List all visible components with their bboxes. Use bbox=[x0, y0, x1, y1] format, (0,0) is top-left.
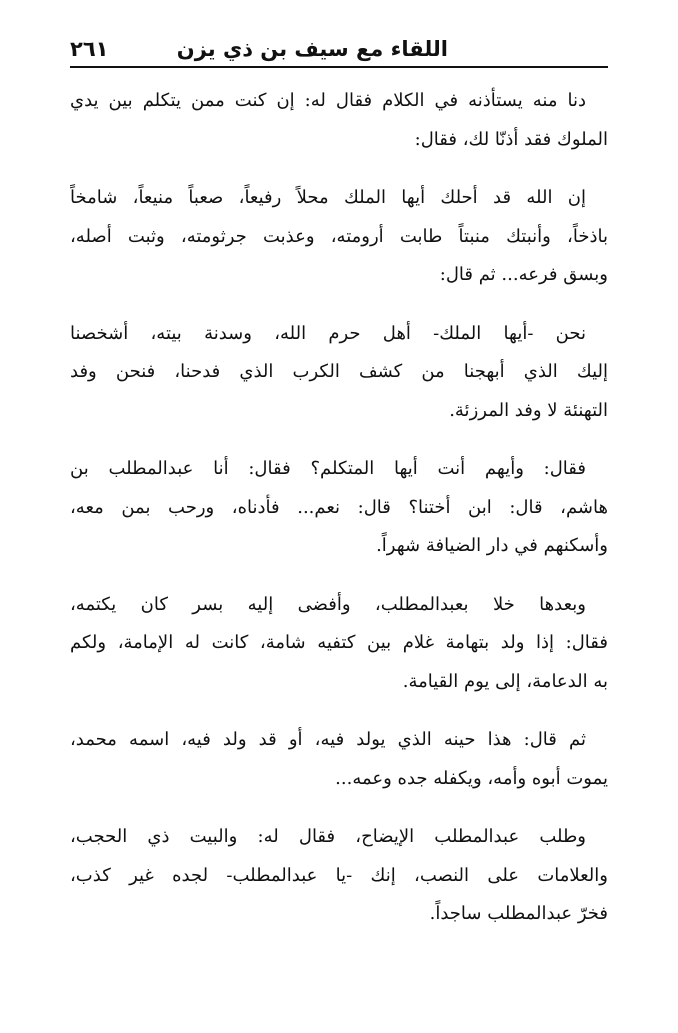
text-line: والعلامات على النصب، إنك -يا عبدالمطلب- لجده غير كذب، bbox=[70, 864, 608, 886]
paragraph-2 bbox=[70, 179, 608, 295]
text-line: التهنئة لا وفد المرزئة. bbox=[449, 399, 608, 421]
text-line: الملوك فقد أذنّا لك، فقال: bbox=[414, 128, 608, 150]
running-title: اللقاء مع سيف بن ذي يزن bbox=[176, 37, 448, 61]
text-line: فخرّ عبدالمطلب ساجداً. bbox=[429, 903, 608, 924]
text-line: باذخاً، وأنبتك منبتاً طابت أرومته، وعذبت جرثومته، وثبت أصله، bbox=[70, 225, 608, 247]
text-line: ثم قال: هذا حينه الذي يولد فيه، أو قد ولد فيه، اسمه محمد، bbox=[70, 729, 586, 750]
text-line: هاشم، قال: ابن أختنا؟ قال: نعم... فأدناه، ورحب بمن معه، bbox=[70, 496, 608, 518]
page-header bbox=[70, 26, 608, 64]
text-line: فقال: إذا ولد بتهامة غلام بين كتفيه شامة، كانت له الإمامة، ولكم bbox=[70, 632, 608, 653]
text-line: دنا منه يستأذنه في الكلام فقال له: إن كنت ممن يتكلم بين يدي bbox=[70, 90, 586, 111]
text-line: وأسكنهم في دار الضيافة شهراً. bbox=[376, 535, 608, 556]
text-line: به الدعامة، إلى يوم القيامة. bbox=[402, 670, 608, 692]
text-line: وبعدها خلا بعبدالمطلب، وأفضى إليه بسر كان يكتمه، bbox=[70, 593, 586, 615]
text-line: وبسق فرعه... ثم قال: bbox=[439, 264, 608, 285]
paragraph-1 bbox=[70, 82, 608, 159]
paragraph-3 bbox=[70, 315, 608, 431]
text-line: إن الله قد أحلك أيها الملك محلاً رفيعاً، صعباً منيعاً، شامخاً bbox=[70, 187, 586, 208]
text-line: وطلب عبدالمطلب الإيضاح، فقال له: والبيت ذي الحجب، bbox=[70, 826, 586, 847]
page-number: ٢٦١ bbox=[70, 37, 109, 61]
text-line: يموت أبوه وأمه، ويكفله جده وعمه... bbox=[335, 767, 608, 789]
body-text bbox=[70, 82, 608, 954]
text-line: نحن -أيها الملك- أهل حرم الله، وسدنة بيته، أشخصنا bbox=[70, 322, 586, 344]
paragraph-6 bbox=[70, 721, 608, 798]
text-line: فقال: وأيهم أنت أيها المتكلم؟ فقال: أنا عبدالمطلب بن bbox=[70, 458, 586, 479]
paragraph-5 bbox=[70, 586, 608, 702]
paragraph-7 bbox=[70, 818, 608, 934]
paragraph-4 bbox=[70, 450, 608, 566]
header-rule bbox=[70, 66, 608, 68]
text-line: إليك الذي أبهجنا من كشف الكرب الذي فدحنا، فنحن وفد bbox=[70, 361, 608, 382]
